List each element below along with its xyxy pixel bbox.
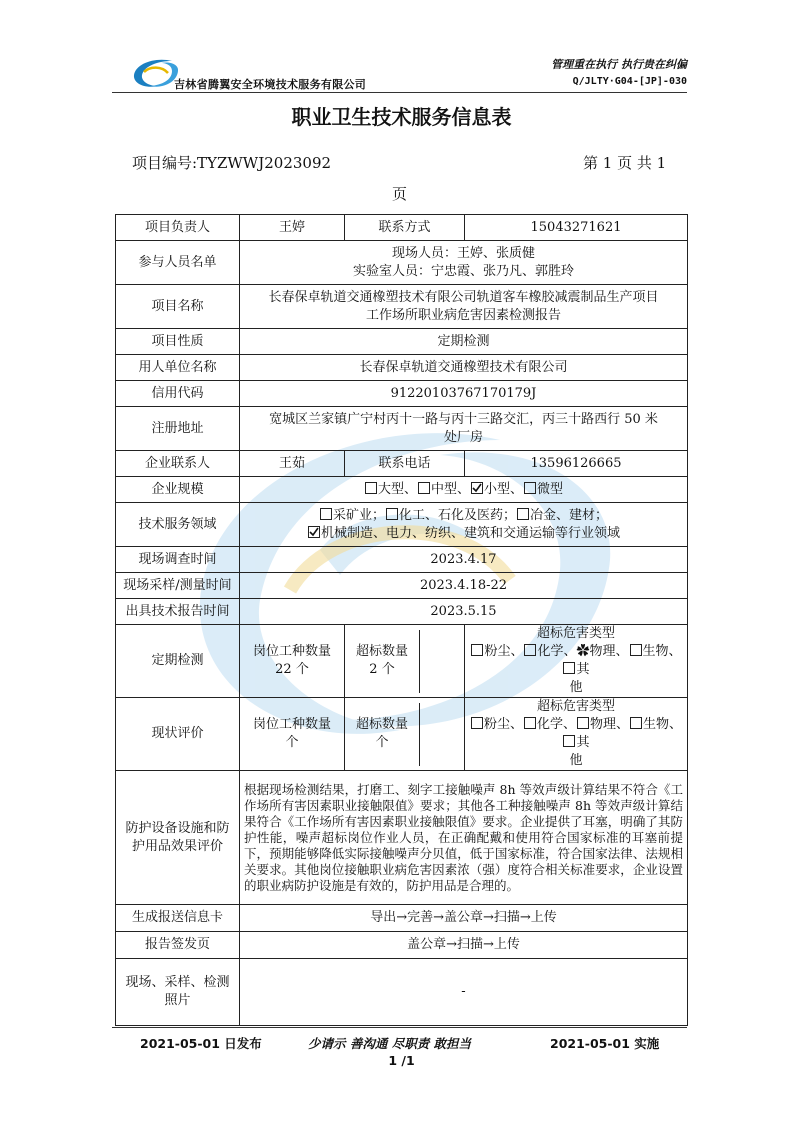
cell-value: 2023.4.17 <box>240 547 688 573</box>
protect-label-line: 防护设备设施和防 <box>125 820 230 836</box>
cell-value <box>240 407 688 451</box>
address-line: 宽城区兰家镇广宁村丙十一路与丙十三路交汇，丙三十路西行 50 米 <box>269 411 658 427</box>
project-name-line: 工作场所职业病危害因素检测报告 <box>365 307 561 323</box>
table-row <box>116 477 688 503</box>
option-label: 其 <box>576 662 590 677</box>
cell-label: 生成报送信息卡 <box>116 905 240 932</box>
option-label: 物理、 <box>590 717 630 732</box>
over-label: 超标数量 <box>355 717 408 732</box>
cell-label: 注册地址 <box>116 407 240 451</box>
photo-label-line: 现场、采样、检测 <box>125 975 230 990</box>
checkbox-unchecked[interactable] <box>517 508 529 520</box>
option-label: 他 <box>569 753 583 768</box>
implement-date: 2021-05-01 实施 <box>550 1036 660 1051</box>
cell-label: 项目性质 <box>116 329 240 355</box>
table-row <box>116 771 688 905</box>
project-number: 项目编号:TYZWWJ2023092 <box>132 154 332 172</box>
checkbox-unchecked[interactable] <box>563 735 575 747</box>
table-row <box>116 932 688 959</box>
table-row <box>116 215 688 241</box>
hazard-type-options <box>469 716 683 752</box>
cell-value: 定期检测 <box>240 329 688 355</box>
checkbox-unchecked[interactable] <box>630 717 642 729</box>
cell-value <box>240 698 345 771</box>
cell-value <box>240 625 345 698</box>
cell-value <box>465 625 688 698</box>
table-row <box>116 451 688 477</box>
cell-label: 项目名称 <box>116 285 240 329</box>
checkbox-unchecked[interactable] <box>320 508 332 520</box>
cell-label <box>116 959 240 1026</box>
table-row <box>116 285 688 329</box>
cell-label: 联系方式 <box>345 215 465 241</box>
cell-value: 2023.4.18-22 <box>240 573 688 599</box>
check-icon <box>309 527 319 537</box>
option-label: 大型、 <box>377 481 417 497</box>
cell-value <box>240 241 688 285</box>
over-value: 个 <box>375 735 389 750</box>
info-table <box>115 214 688 1026</box>
hazard-type-options <box>469 643 683 679</box>
cell-label: 出具技术报告时间 <box>116 599 240 625</box>
table-row <box>116 241 688 285</box>
cell-value <box>240 285 688 329</box>
address-line: 处厂房 <box>443 429 483 445</box>
option-label: 化学、 <box>536 717 576 732</box>
hazard-type-title: 超标危害类型 <box>536 699 615 714</box>
option-label: 粉尘、 <box>483 717 523 732</box>
cell-label: 现状评价 <box>116 698 240 771</box>
header-slogan: 管理重在执行 执行贵在纠偏 <box>551 58 687 71</box>
hazard-type-title: 超标危害类型 <box>536 626 615 641</box>
field-line <box>244 525 683 543</box>
cell-value: 2023.5.15 <box>240 599 688 625</box>
cell-label: 信用代码 <box>116 381 240 407</box>
project-name-line: 长春保卓轨道交通橡塑技术有限公司轨道客车橡胶减震制品生产项目 <box>268 289 659 305</box>
option-label: 机械制造、电力、纺织、建筑和交通运输等行业领域 <box>320 525 620 541</box>
members-line: 现场人员：王婷、张质健 <box>391 245 535 261</box>
cell-value: 王茹 <box>240 451 345 477</box>
page-title: 职业卫生技术服务信息表 <box>291 105 512 129</box>
option-label: 其 <box>576 735 590 750</box>
checkbox-unchecked[interactable] <box>524 717 536 729</box>
option-label: 他 <box>569 680 583 695</box>
checkbox-unchecked[interactable] <box>524 482 536 494</box>
checkbox-unchecked[interactable] <box>630 644 642 656</box>
cell-value <box>240 477 688 503</box>
posts-value: 22 个 <box>275 662 309 677</box>
cell-value: 15043271621 <box>465 215 688 241</box>
table-row <box>116 407 688 451</box>
option-label: 粉尘、 <box>484 644 524 659</box>
option-label: 冶金、建材； <box>530 507 609 523</box>
cell-value <box>240 503 688 547</box>
option-label: 生物、 <box>643 717 683 732</box>
checkbox-unchecked[interactable] <box>365 482 377 494</box>
checkbox-checked[interactable] <box>308 526 320 538</box>
checkbox-unchecked[interactable] <box>577 717 589 729</box>
table-row <box>116 905 688 932</box>
cell-label: 企业联系人 <box>116 451 240 477</box>
table-row <box>116 625 688 698</box>
posts-label: 岗位工种数量 <box>252 717 331 732</box>
posts-label: 岗位工种数量 <box>252 644 331 659</box>
option-label: 化工、石化及医药； <box>398 507 516 523</box>
company-name: 吉林省腾翼安全环境技术服务有限公司 <box>174 78 367 91</box>
checkbox-unchecked[interactable] <box>471 644 483 656</box>
cell-label: 现场调查时间 <box>116 547 240 573</box>
protect-evaluation-text: 根据现场检测结果，打磨工、刻字工接触噪声 8h 等效声级计算结果不符合《工作场所有害因素职业接触限值》要求；其他各工种接触噪声 8h 等效声级计算结果符合《工作场所有害因素职业接触限值》要求。企业提供了耳塞，明确了其防护性能，噪声超标岗位作业人员，在正确配戴和使用符合国家标准的耳塞前提下，预期能够降低实际接触噪声分贝值，低于国家标准，符合国家法律、法规相关要求。其他岗位接触职业病危害因素浓（强）度符合相关标准要求，企业设置的职业病防护设施是有效的，防护用品是合理的。 <box>240 771 688 905</box>
option-label: 小型、 <box>484 481 524 497</box>
cell-value <box>345 698 465 771</box>
cell-value: 盖公章→扫描→上传 <box>240 932 688 959</box>
option-label: 采矿业； <box>332 507 385 523</box>
photo-label-line: 照片 <box>164 993 191 1008</box>
cell-label: 项目负责人 <box>116 215 240 241</box>
footer-motto: 少请示 善沟通 尽职责 敢担当 <box>308 1036 472 1051</box>
checkbox-unchecked[interactable] <box>471 717 483 729</box>
cell-label: 企业规模 <box>116 477 240 503</box>
cell-label: 联系电话 <box>345 451 465 477</box>
table-row <box>116 503 688 547</box>
posts-value: 个 <box>285 735 299 750</box>
option-label: 化学、 <box>537 644 577 659</box>
field-line <box>244 507 683 525</box>
over-label: 超标数量 <box>355 644 408 659</box>
cell-label <box>116 771 240 905</box>
table-row <box>116 959 688 1026</box>
cell-label: 用人单位名称 <box>116 355 240 381</box>
footer-divider <box>112 1027 687 1028</box>
checked-mark-icon: ✿ <box>576 644 590 659</box>
cell-value: 长春保卓轨道交通橡塑技术有限公司 <box>240 355 688 381</box>
checkbox-unchecked[interactable] <box>386 508 398 520</box>
table-row <box>116 698 688 771</box>
cell-value: 13596126665 <box>465 451 688 477</box>
option-label: 微型 <box>537 481 564 497</box>
checkbox-unchecked[interactable] <box>418 482 430 494</box>
company-logo <box>130 55 180 89</box>
table-row <box>116 599 688 625</box>
check-icon <box>472 483 482 493</box>
page-info-wrap: 页 <box>392 185 408 203</box>
table-row <box>116 381 688 407</box>
option-label: 物理、 <box>589 644 629 659</box>
cell-value: 王婷 <box>240 215 345 241</box>
table-row <box>116 355 688 381</box>
page-number: 1 /1 <box>388 1053 415 1068</box>
cell-value: 91220103767170179J <box>240 381 688 407</box>
over-value: 2 个 <box>369 662 395 677</box>
cell-value <box>345 625 465 698</box>
cell-label: 技术服务领域 <box>116 503 240 547</box>
members-line: 实验室人员：宁忠霞、张乃凡、郭胜玲 <box>352 263 574 279</box>
header-divider <box>112 92 687 93</box>
cell-label: 报告签发页 <box>116 932 240 959</box>
publish-date: 2021-05-01 日发布 <box>140 1036 262 1051</box>
cell-value <box>465 698 688 771</box>
cell-value: 导出→完善→盖公章→扫描→上传 <box>240 905 688 932</box>
cell-label: 现场采样/测量时间 <box>116 573 240 599</box>
cell-label: 定期检测 <box>116 625 240 698</box>
checkbox-checked[interactable] <box>471 482 483 494</box>
cell-value: - <box>240 959 688 1026</box>
cell-label: 参与人员名单 <box>116 241 240 285</box>
option-label: 生物、 <box>642 644 682 659</box>
table-row <box>116 329 688 355</box>
checkbox-unchecked[interactable] <box>563 662 575 674</box>
option-label: 中型、 <box>430 481 470 497</box>
protect-label-line: 护用品效果评价 <box>131 838 223 854</box>
table-row <box>116 547 688 573</box>
table-row <box>116 573 688 599</box>
document-code: Q/JLTY·G04-[JP]-030 <box>572 76 687 87</box>
page-info: 第 1 页 共 1 <box>583 154 667 172</box>
checkbox-unchecked[interactable] <box>524 644 536 656</box>
page-header <box>112 50 687 92</box>
